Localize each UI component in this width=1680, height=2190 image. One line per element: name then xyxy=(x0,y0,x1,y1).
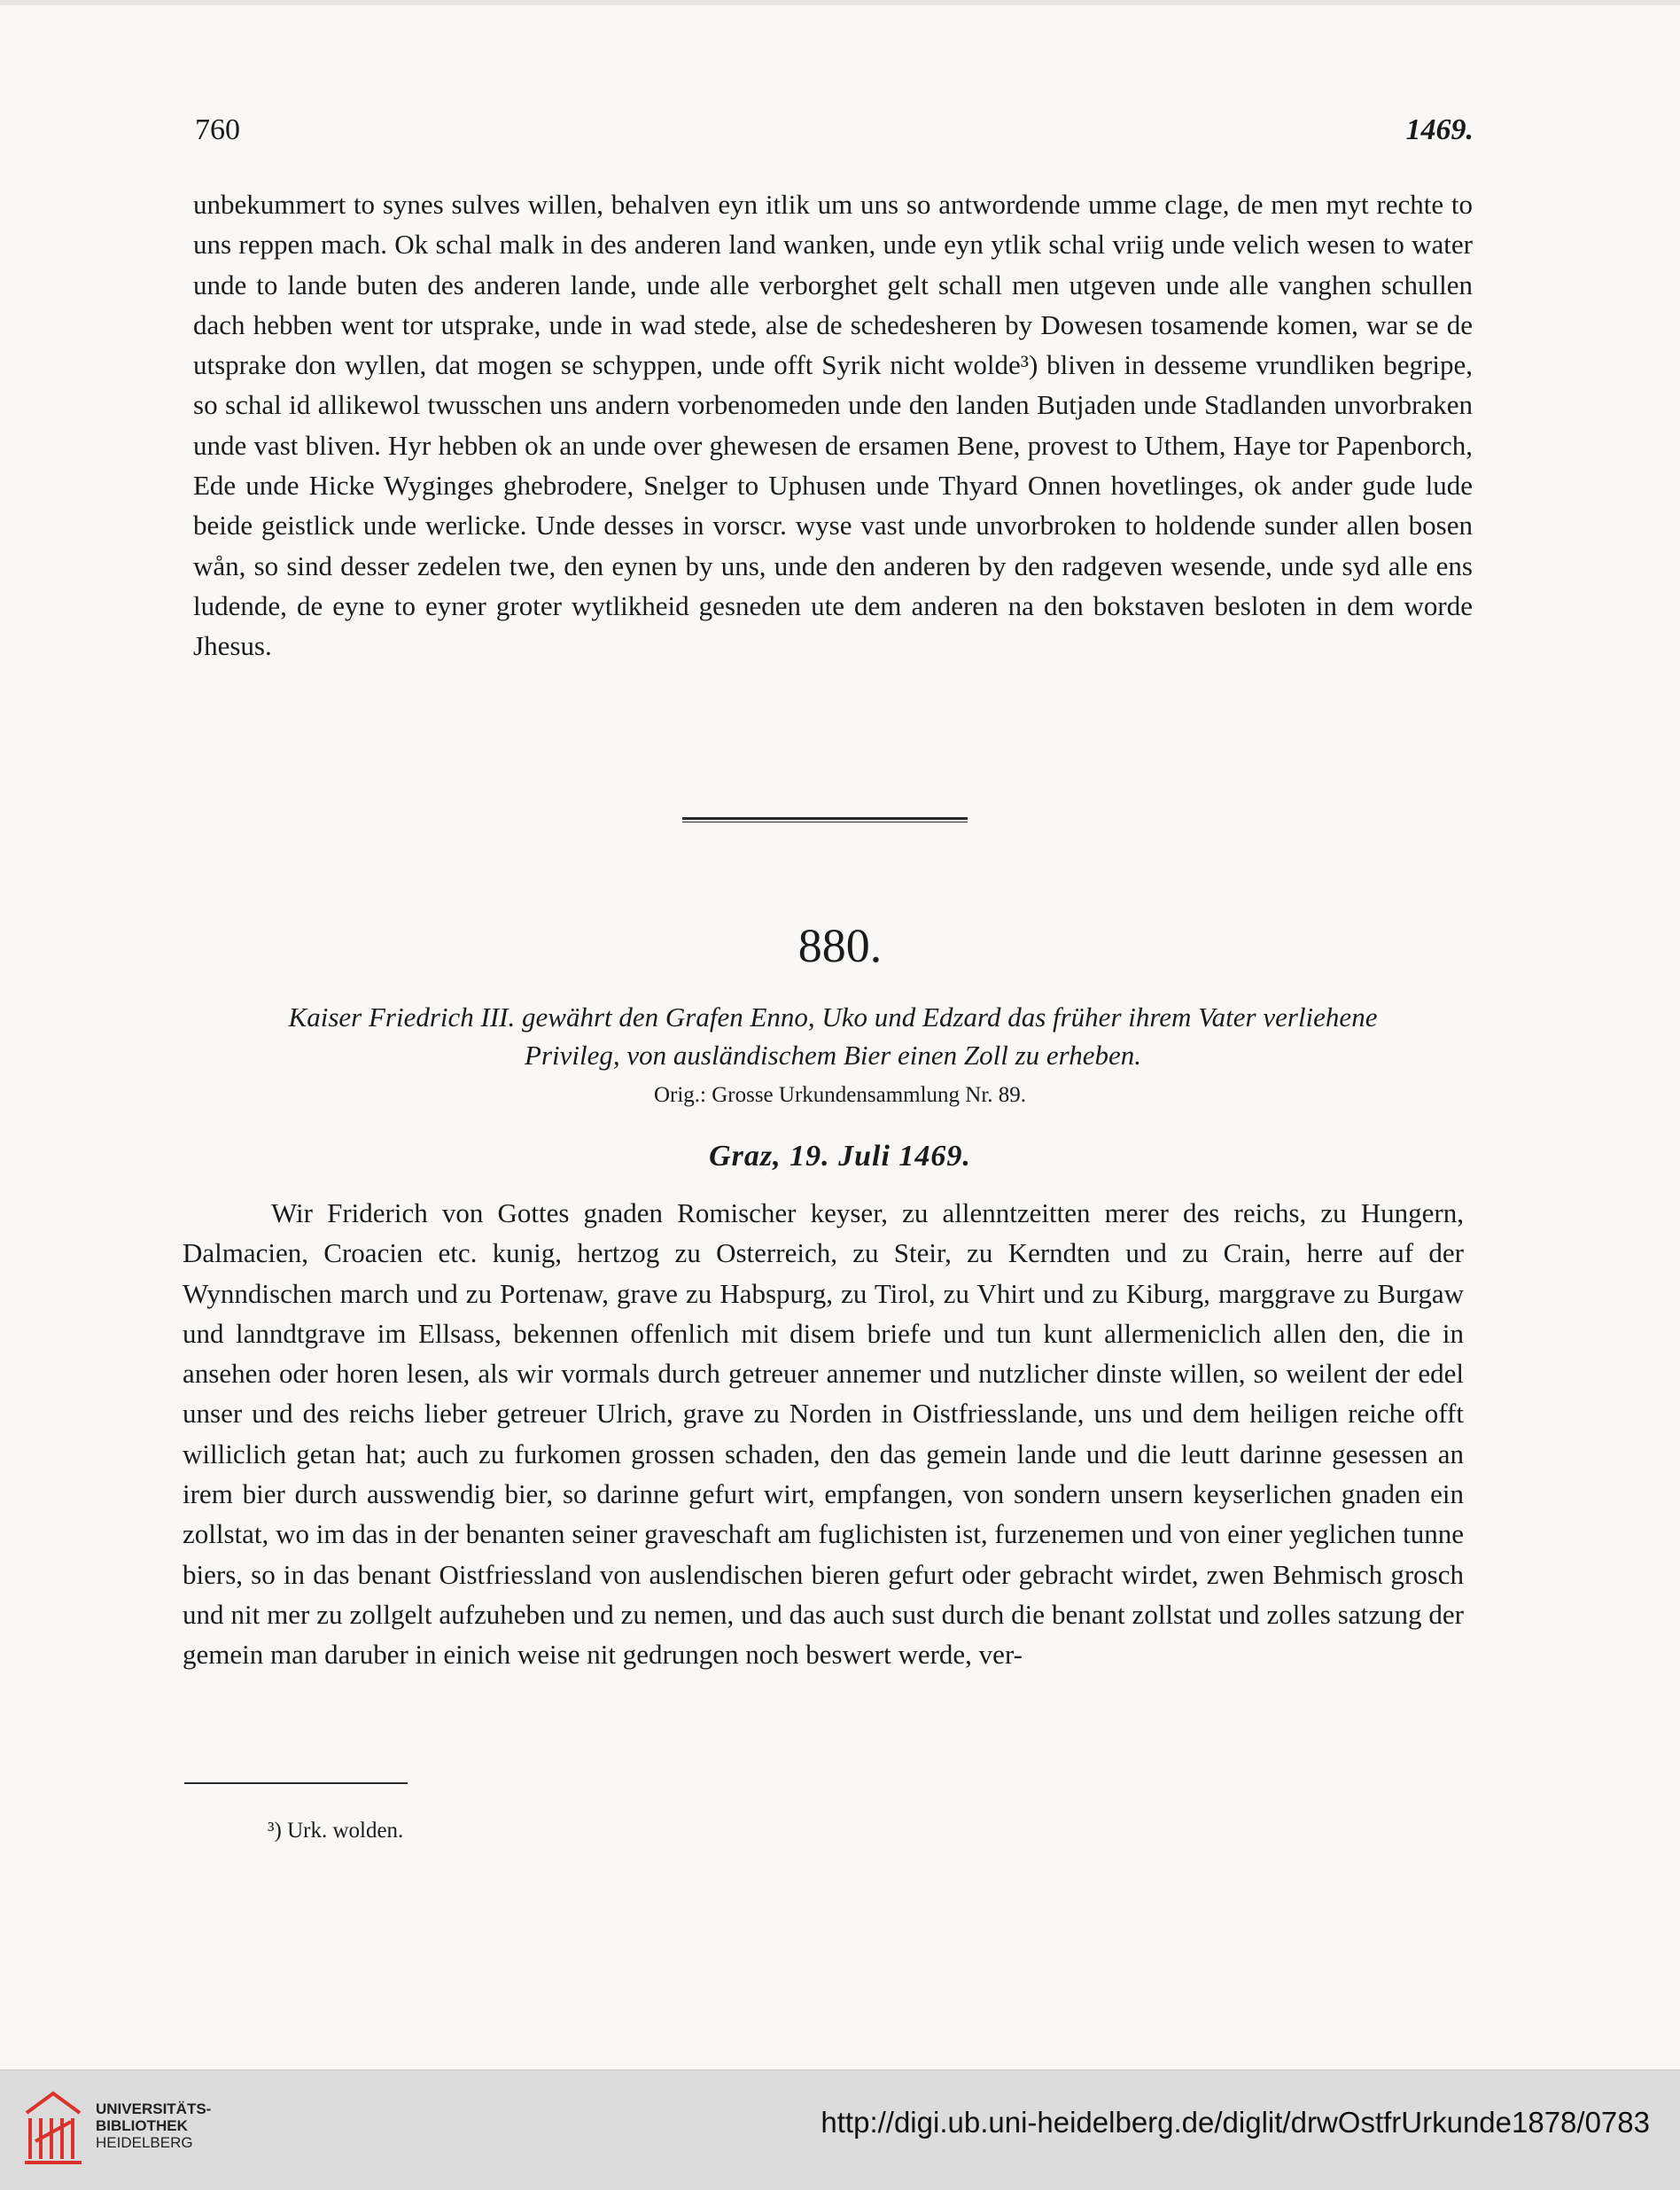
page-top-edge xyxy=(0,0,1680,5)
document-number: 880. xyxy=(797,919,883,972)
library-name-line-1: UNIVERSITÄTS- xyxy=(96,2100,212,2117)
footnote-rule xyxy=(184,1782,408,1784)
library-name xyxy=(96,2100,211,2151)
header-year: 1469. xyxy=(1405,113,1474,146)
page-url-link[interactable]: http://digi.ub.uni-heidelberg.de/diglit/drwOstfrUrkunde1878/0783 xyxy=(821,2106,1650,2139)
library-name-line-3: HEIDELBERG xyxy=(96,2134,193,2151)
library-logo-icon[interactable] xyxy=(18,2086,89,2166)
document-text xyxy=(183,1193,1464,1675)
footnote: ³) Urk. wolden. xyxy=(268,1819,404,1843)
place-and-date: Graz, 19. Juli 1469. xyxy=(709,1140,971,1173)
library-name-line-2: BIBLIOTHEK xyxy=(96,2117,188,2134)
document-summary xyxy=(193,998,1473,1074)
document-paragraph: Wir Friderich von Gottes gnaden Romischer keyser, zu allenntzeitten merer des reichs, zu Hungern, Dalmacien, Croacien etc. kunig, hertzog zu Osterreich, zu Steir, zu Kerndten und zu Crain, herre auf der Wynndischen march und zu Portenaw, grave zu Habspurg, zu Tirol, zu Vhirt und zu Kiburg, marggrave zu Burgaw und lanndtgrave im Ellsass, bekennen offenlich mit disem briefe und tun kunt allermeniclich allen den, die in ansehen oder horen lesen, als wir vormals durch getreuer annemer und nutzlicher dinste willen, so weilent der edel unser und des reichs lieber getreuer Ulrich, grave zu Norden in Oistfriesslande, uns und dem heiligen reiche offt williclich getan hat; auch zu furkomen grossen schaden, den das gemein lande und die leutt darinne gesessen an irem bier durch ausswendig bier, so darinne gefurt wirt, empfangen, von sondern unsern keyserlichen gnaden ein zollstat, wo im das in der benanten seiner graveschaft am fuglichisten ist, furzenemen und von einer yeglichen tunne biers, so in das benant Oistfriessland von auslendischen bieren gefurt oder gebracht wirdet, zwen Behmisch grosch und nit mer zu zollgelt aufzuheben und zu nemen, und das auch sust durch die benant zollstat und zolles satzung der gemein man daruber in einich weise nit gedrungen noch beswert werde, ver- xyxy=(183,1197,1464,1671)
continued-document-text xyxy=(193,184,1473,666)
document-source: Orig.: Grosse Urkundensammlung Nr. 89. xyxy=(653,1083,1027,1107)
summary-line-1: Kaiser Friedrich III. gewährt den Grafen Enno, Uko und Edzard das früher ihrem Vater verliehene xyxy=(288,1001,1378,1033)
continued-paragraph: unbekummert to synes sulves willen, behalven eyn itlik um uns so antwordende umme clage, de men myt rechte to uns reppen mach. Ok schal malk in des anderen land wanken, unde eyn ytlik schal vriig unde velich wesen to water unde to lande buten des anderen lande, unde alle verborghet gelt schall men utgeven unde alle vanghen schullen dach hebben went tor utsprake, unde in wad stede, alse de schedesheren by Dowesen tosamende komen, war se de utsprake don wyllen, dat mogen se schyppen, unde offt Syrik nicht wolde³) bliven in desseme vrundliken begripe, so schal id allikewol twusschen uns andern vorbenomeden unde den landen Butjaden unde Stadlanden unvorbraken unde vast bliven. Hyr hebben ok an unde over ghewesen de ersamen Bene, provest to Uthem, Haye tor Papenborch, Ede unde Hicke Wyginges ghebrodere, Snelger to Uphusen unde Thyard Onnen hovetlinges, ok ander gude lude beide geistlick unde werlicke. Unde desses in vorscr. wyse vast unde unvorbroken to holdende sunder allen bosen wån, so sind desser zedelen twe, den eynen by uns, unde den anderen by den radgeven wesende, unde syd alle ens ludende, de eyne to eyner groter wytlikheid gesneden ute dem anderen na den bokstaven besloten in dem worde Jhesus. xyxy=(193,189,1473,662)
viewer-footer xyxy=(0,2069,1680,2190)
section-divider xyxy=(682,817,968,822)
summary-line-2: Privileg, von ausländischem Bier einen Zoll zu erheben. xyxy=(525,1040,1141,1071)
page-number: 760 xyxy=(195,113,240,146)
running-header xyxy=(195,113,1474,158)
